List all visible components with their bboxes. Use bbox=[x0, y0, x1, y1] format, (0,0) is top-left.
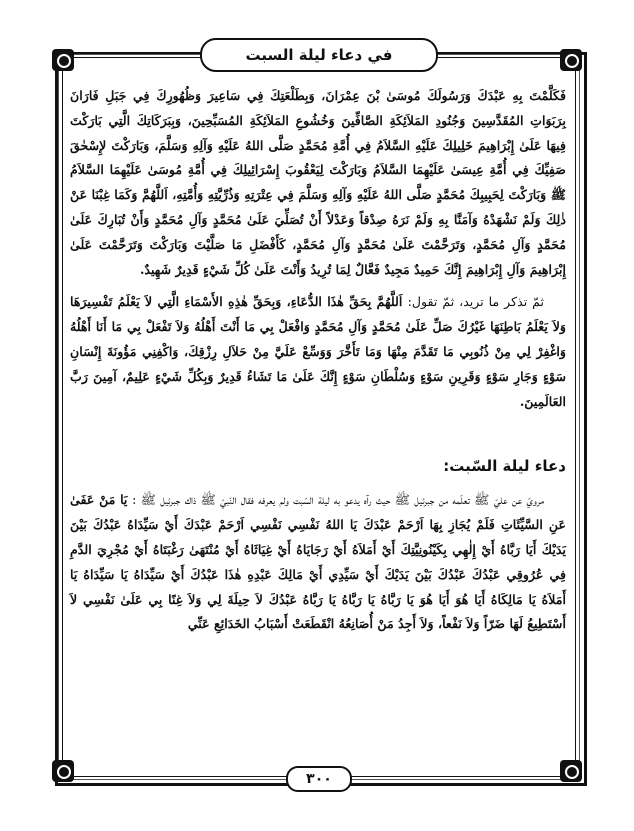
corner-ornament-icon bbox=[560, 49, 582, 71]
corner-ornament-icon bbox=[52, 49, 74, 71]
page-body bbox=[70, 84, 566, 637]
narration-text: مرويّ عن عليّ ﷺ تعلّمه من جبرئيل ﷺ حيث رآه يدعو به ليلة السّبت ولم يعرفه فقال النّبيّ ﷺ ذاك جبرئيل ﷺ : bbox=[132, 492, 545, 508]
corner-ornament-icon bbox=[52, 760, 74, 782]
prayer-paragraph-second bbox=[70, 290, 566, 414]
prayer-text: اَللَّهُمَّ بِحَقِّ هٰذَا الدُّعَاءِ، وَبِحَقِّ هٰذِهِ الأَسْمَاءِ الَّتِي لاَ يَعْلَمُ تَفْسِيرَهَا وَلاَ يَعْلَمُ بَاطِنَهَا غَيْرُكَ صَلِّ عَلَىٰ مُحَمَّدٍ وَآلِ مُحَمَّدٍ وَافْعَلْ بِي مَا أَنْتَ أَهْلُهُ وَلاَ تَفْعَلْ بِي مَا أَنَا أَهْلُهُ وَاغْفِرْ لِي مِنْ ذُنُوبِي مَا تَقَدَّمَ مِنْهَا وَمَا تَأَخَّرَ وَوَسِّعْ عَلَيَّ مِنْ حَلاَلِ رِزْقِكَ، وَاكْفِنِي مَؤُونَةَ إِنْسَانِ سَوْءٍ وَجَارِ سَوْءٍ وَقَرِينِ سَوْءٍ وَسُلْطَانِ سَوْءٍ إِنَّكَ عَلَىٰ مَا تَشَاءُ قَدِيرٌ وَبِكُلِّ شَيْءٍ عَلِيمٌ، آمِينَ رَبَّ العَالَمِينَ. bbox=[70, 294, 566, 409]
page-number: ٣٠٠ bbox=[306, 771, 332, 787]
page-title: في دعاء ليلة السبت bbox=[245, 46, 393, 64]
prayer-paragraph-saturday bbox=[70, 488, 566, 637]
page-number-cartouche bbox=[286, 766, 352, 792]
section-heading: دعاء ليلة السّبت: bbox=[443, 457, 566, 476]
prayer-text: يَا مَنْ عَفَىٰ عَنِ السَّيِّئَاتِ فَلَمْ يُجَازِ بِهَا اَرْحَمْ عَبْدَكَ يَا اللهُ نَفْسِي نَفْسِي اَرْحَمْ عَبْدَكَ أَيْ سَيِّدَاهُ عَبْدُكَ بَيْنَ يَدَيْكَ أَيَا رَبَّاهُ أَيْ إِلٰهِي بِكَيْنُونِيَّتِكَ أَيْ أَمَلاَهُ أَيْ رَجَايَاهُ أَيْ غِيَاثَاهُ أَيْ مُنْتَهَىٰ رَغْبَتَاهُ أَيْ مُجْرِيَ الدَّمِ فِي عُرُوقِي عَبْدُكَ عَبْدُكَ بَيْنَ يَدَيْكَ أَيْ سَيِّدِي أَيْ مَالِكَ عَبْدِهِ هٰذَا عَبْدُكَ أَيْ سَيِّدَاهُ يَا سَيِّدَاهُ يَا أَمَلاَهُ يَا مَالِكَاهُ أَيَا هُوَ أَيَا هُوَ يَا رَبَّاهُ يَا رَبَّاهُ يَا رَبَّاهُ عَبْدُكَ لاَ حِيلَةَ لِي وَلاَ غِنًا بِي عَلَىٰ نَفْسِي لاَ أَسْتَطِيعُ لَهَا ضَرّاً وَلاَ نَفْعاً، وَلاَ أَجِدُ مَنْ أُصَانِعُهُ انْقَطَعَتْ أَسْبَابُ الخَدَائِعِ عَنِّي bbox=[70, 492, 566, 632]
corner-ornament-icon bbox=[560, 760, 582, 782]
running-header bbox=[200, 38, 438, 72]
prayer-paragraph-continued: فَكَلَّمْتَ بِهِ عَبْدَكَ وَرَسُولَكَ مُوسَىٰ بْنَ عِمْرَانَ، وَبِطَلْعَتِكَ فِي سَاعِيرَ وَظُهُورِكَ فِي جَبَلِ فَارَانَ بِرَبَوَاتِ المُقَدَّسِينَ وَجُنُودِ المَلاَئِكَةِ الصَّافِّينَ وَخُشُوعِ المَلاَئِكَةِ المُسَبِّحِينَ، وَبِبَرَكَاتِكَ الَّتِي بَارَكْتَ فِيهَا عَلَىٰ إِبْرَاهِيمَ خَلِيلِكَ عَلَيْهِ السَّلاَمُ فِي أُمَّةِ مُحَمَّدٍ صَلَّى اللهُ عَلَيْهِ وَآلِهِ وَسَلَّمَ، وَبَارَكْتَ لإِسْحٰقَ صَفِيِّكَ فِي أُمَّةِ عِيسَىٰ عَلَيْهِمَا السَّلاَمُ وَبَارَكْتَ لِيَعْقُوبَ إِسْرَائِيلِكَ فِي أُمَّةِ مُوسَىٰ عَلَيْهِمَا السَّلاَمُ ﷺ وَبَارَكْتَ لِحَبِيبِكَ مُحَمَّدٍ صَلَّى اللهُ عَلَيْهِ وَآلِهِ وَسَلَّمَ فِي عِتْرَتِهِ وَذُرِّيَّتِهِ وَأُمَّتِهِ، اَللَّهُمَّ وَكَمَا غِبْنَا عَنْ ذٰلِكَ وَلَمْ نَشْهَدْهُ وَآمَنَّا بِهِ وَلَمْ نَرَهُ صِدْقاً وَعَدْلاً أَنْ تُصَلِّيَ عَلَىٰ مُحَمَّدٍ وَآلِ مُحَمَّدٍ وَأَنْ تُبَارِكَ عَلَىٰ مُحَمَّدٍ وَآلِ مُحَمَّدٍ، وَتَرَحَّمْتَ عَلَىٰ مُحَمَّدٍ وَآلِ مُحَمَّدٍ، كَأَفْضَلِ مَا صَلَّيْتَ وَبَارَكْتَ وَتَرَحَّمْتَ عَلَىٰ إِبْرَاهِيمَ وَآلِ إِبْرَاهِيمَ إِنَّكَ حَمِيدٌ مَجِيدٌ فَعَّالٌ لِمَا تُرِيدُ وَأَنْتَ عَلَىٰ كُلِّ شَيْءٍ قَدِيرٌ شَهِيدٌ. bbox=[70, 88, 566, 277]
instruction-text: ثمّ تذكر ما تريد، ثمّ تقول: bbox=[407, 294, 545, 310]
